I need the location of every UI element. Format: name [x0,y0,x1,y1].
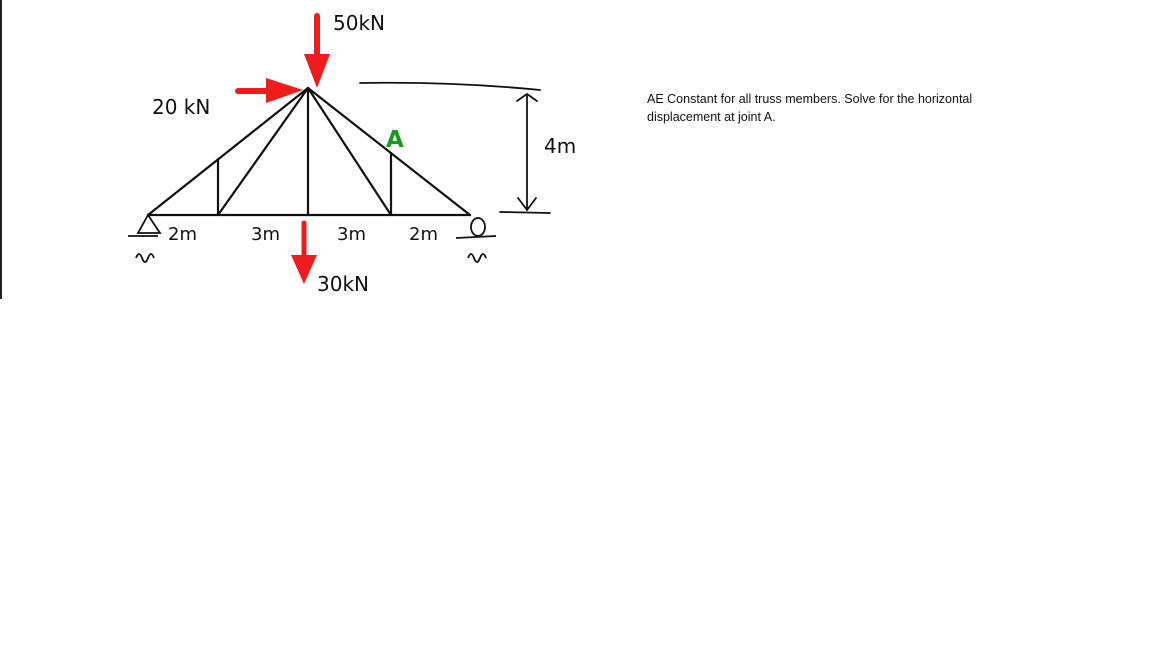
load-label-top-horizontal: 20 kN [152,95,211,119]
load-arrow-vertical-bottom [291,223,317,284]
span-label-2: 3m [251,224,280,245]
left-diagonal-member [218,88,308,215]
roller-support-right [456,218,496,262]
joint-label-a: A [386,127,404,153]
load-arrow-vertical-top [304,16,330,88]
span-label-4: 2m [409,224,438,245]
pin-support-left [128,215,160,262]
span-label-3: 3m [337,224,366,245]
problem-statement: AE Constant for all truss members. Solve for the horizontal displacement at joint A. [647,92,973,124]
height-label: 4m [544,134,577,158]
right-diagonal-member [308,88,391,215]
load-label-top-vertical: 50kN [333,11,385,35]
span-label-1: 2m [168,224,197,245]
load-label-bottom-vertical: 30kN [317,272,369,296]
